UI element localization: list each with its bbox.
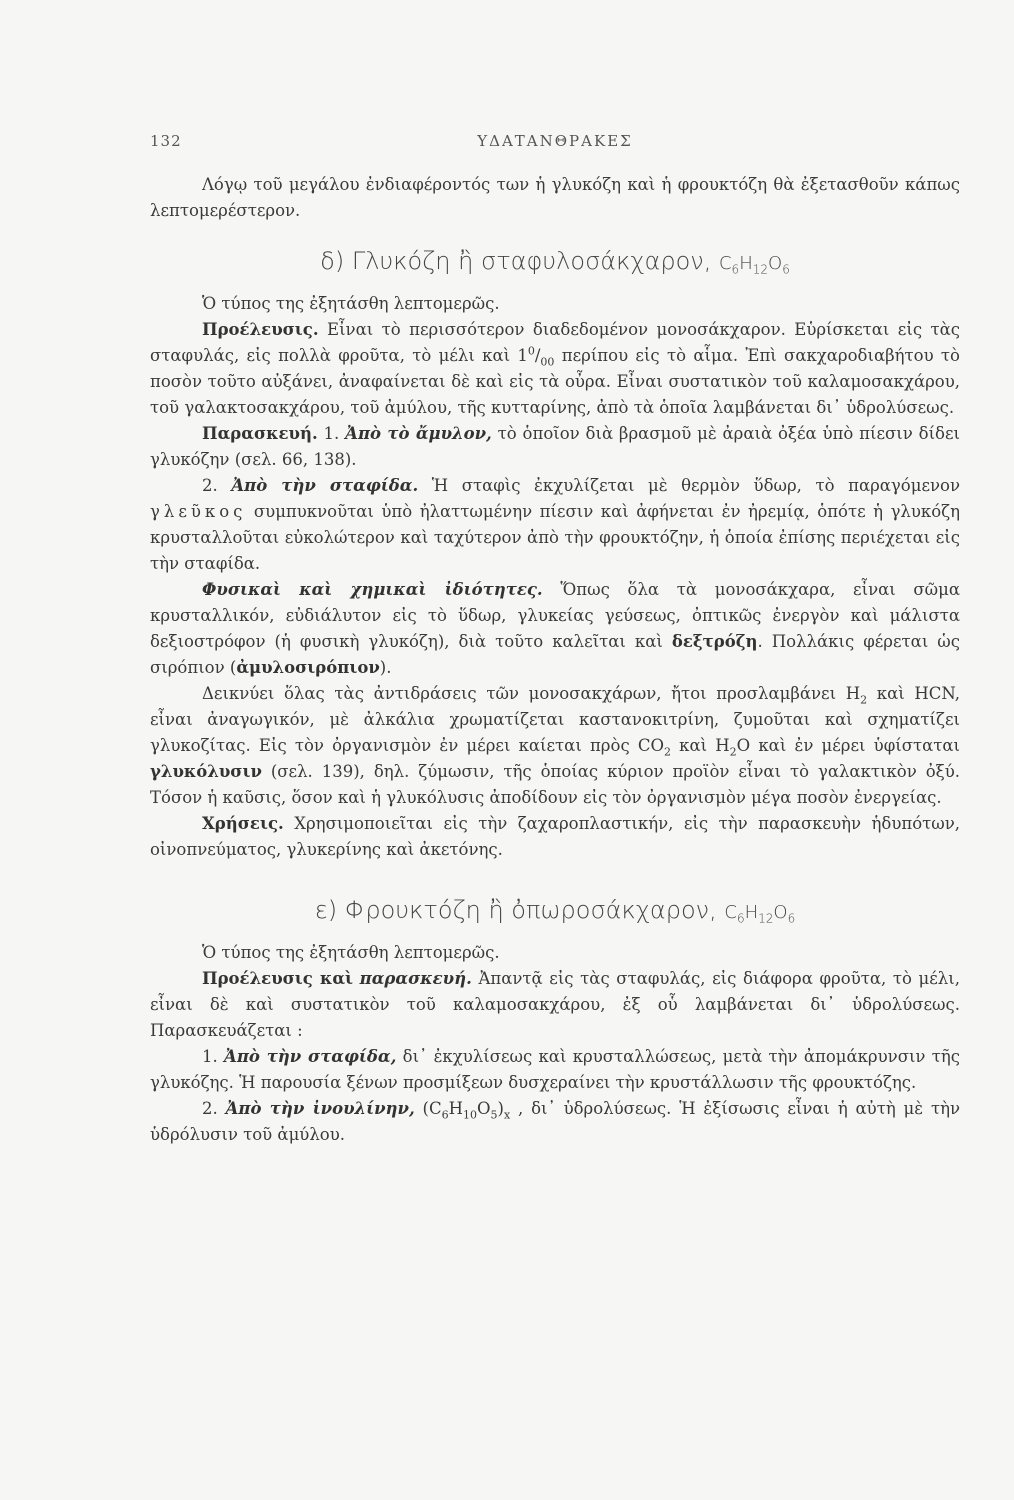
glucose-uses: Χρήσεις. Χρησιμοποιεῖται εἰς τὴν ζαχαροπλαστικήν, εἰς τὴν παρασκευὴν ἡδυπότων, οἰνοπνεύματος, γλυκερίνης καὶ ἀκετόνης. (150, 814, 960, 859)
glucose-reactions: Δεικνύει ὅλας τὰς ἀντιδράσεις τῶν μονοσακχάρων, ἤτοι προσλαμβάνει $H_2$ καὶ HCN, εἶναι ἀναγωγικόν, μὲ ἀλκάλια χρωματίζεται καστανοκιτρίνη, ζυμοῦται καὶ σχηματίζει γλυκοζίτας. Εἰς τὸν ὀργανισμὸν ἐν μέρει καίεται πρὸς $CO_2$ καὶ $H_2O$ καὶ ἐν μέρει ὑφίσταται γλυκόλυσιν (σελ. 139), δηλ. ζύμωσιν, τῆς ὁποίας κύριον προϊὸν εἶναι τὸ γαλακτικὸν ὀξύ. Τόσον ἡ καῦσις, ὅσον καὶ ἡ γλυκόλυσις ἀποδίδουν εἰς τὸν ὀργανισμὸν μέγα ποσὸν ἐνεργείας. (150, 684, 960, 807)
fructose-origin-paragraph: Προέλευσις καὶ παρασκευή. Ἀπαντᾷ εἰς τὰς σταφυλάς, εἰς διάφορα φροῦτα, τὸ μέλι, εἶναι δὲ καὶ συστατικὸν τοῦ καλαμοσακχάρου, ἐξ οὗ λαμβάνεται δι᾽ ὑδρολύσεως. Παρασκευάζεται : (150, 969, 960, 1040)
chapter-title: ΥΔΑΤΑΝΘΡΑΚΕΣ (477, 132, 633, 150)
section-heading-fructose: ε) Φρουκτόζη ἢ ὀπωροσάκχαρον, $C_6H_{12}O_6$ (314, 896, 796, 926)
page-number: 132 (150, 132, 182, 150)
book-page (150, 132, 960, 1148)
fructose-prep-2: 2. Ἀπὸ τὴν ἰνουλίνην, $(C_6H_{10}O_5)_x$ , δι᾽ ὑδρολύσεως. Ἡ ἐξίσωσις εἶναι ἡ αὐτὴ μὲ τὴν ὑδρόλυσιν τοῦ ἀμύλου. (150, 1099, 960, 1144)
fructose-formula: $C_6H_{12}O_6$ (724, 902, 796, 926)
fructose-type-line: Ὁ τύπος της ἐξητάσθη λεπτομερῶς. (202, 943, 500, 962)
section-heading-glucose: δ) Γλυκόζη ἢ σταφυλοσάκχαρον, $C_6H_{12}O_6$ (320, 247, 790, 277)
running-header (150, 132, 960, 172)
glucose-properties: Φυσικαὶ καὶ χημικαὶ ἰδιότητες. Ὅπως ὅλα τὰ μονοσάκχαρα, εἶναι σῶμα κρυσταλλικόν, εὐδιάλυτον εἰς τὸ ὕδωρ, γλυκείας γεύσεως, ὀπτικῶς ἐνεργὸν καὶ μάλιστα δεξιοστρόφον (ἡ φυσικὴ γλυκόζη), διὰ τοῦτο καλεῖται καὶ δεξτρόζη. Πολλάκις φέρεται ὡς σιρόπιον (ἀμυλοσιρόπιον). (150, 580, 961, 677)
glucose-prep-2: 2. Ἀπὸ τὴν σταφίδα. Ἡ σταφὶς ἐκχυλίζεται μὲ θερμὸν ὕδωρ, τὸ παραγόμενον γλεῦκος συμπυκνοῦται ὑπὸ ἠλαττωμένην πίεσιν καὶ ἀφήνεται ἐν ἠρεμίᾳ, ὁπότε ἡ γλυκόζη κρυσταλλοῦται εὐκολώτερον καὶ ταχύτερον ἀπὸ τὴν φρουκτόζην, ἡ ὁποία ἐπίσης περιέχεται εἰς τὴν σταφίδα. (150, 476, 960, 573)
glucose-prep-1: Παρασκευή. 1. Ἀπὸ τὸ ἄμυλον, τὸ ὁποῖον διὰ βρασμοῦ μὲ ἀραιὰ ὀξέα ὑπὸ πίεσιν δίδει γλυκόζην (σελ. 66, 138). (150, 424, 960, 469)
glucose-type-line: Ὁ τύπος της ἐξητάσθη λεπτομερῶς. (202, 294, 500, 313)
intro-paragraph: Λόγῳ τοῦ μεγάλου ἐνδιαφέροντός των ἡ γλυκόζη καὶ ἡ φρουκτόζη θὰ ἐξετασθοῦν κάπως λεπτομερέστερον. (150, 175, 960, 220)
glucose-origin-paragraph: Προέλευσις. Εἶναι τὸ περισσότερον διαδεδομένον μονοσάκχαρον. Εὑρίσκεται εἰς τὰς σταφυλάς, εἰς πολλὰ φροῦτα, τὸ μέλι καὶ $1^0/_{00}$ περίπου εἰς τὸ αἷμα. Ἐπὶ σακχαροδιαβήτου τὸ ποσὸν τοῦτο αὐξάνει, ἀναφαίνεται δὲ καὶ εἰς τὰ οὖρα. Εἶναι συστατικὸν τοῦ καλαμοσακχάρου, τοῦ γαλακτοσακχάρου, τοῦ ἀμύλου, τῆς κυτταρίνης, ἀπὸ τὰ ὁποῖα λαμβάνεται δι᾽ ὑδρολύσεως. (150, 320, 961, 417)
fructose-prep-1: 1. Ἀπὸ τὴν σταφίδα, δι᾽ ἐκχυλίσεως καὶ κρυσταλλώσεως, μετὰ τὴν ἀπομάκρυνσιν τῆς γλυκόζης. Ἡ παρουσία ξένων προσμίξεων δυσχεραίνει τὴν κρυστάλλωσιν τῆς φρουκτόζης. (150, 1047, 960, 1092)
glucose-formula: $C_6H_{12}O_6$ (718, 253, 790, 277)
